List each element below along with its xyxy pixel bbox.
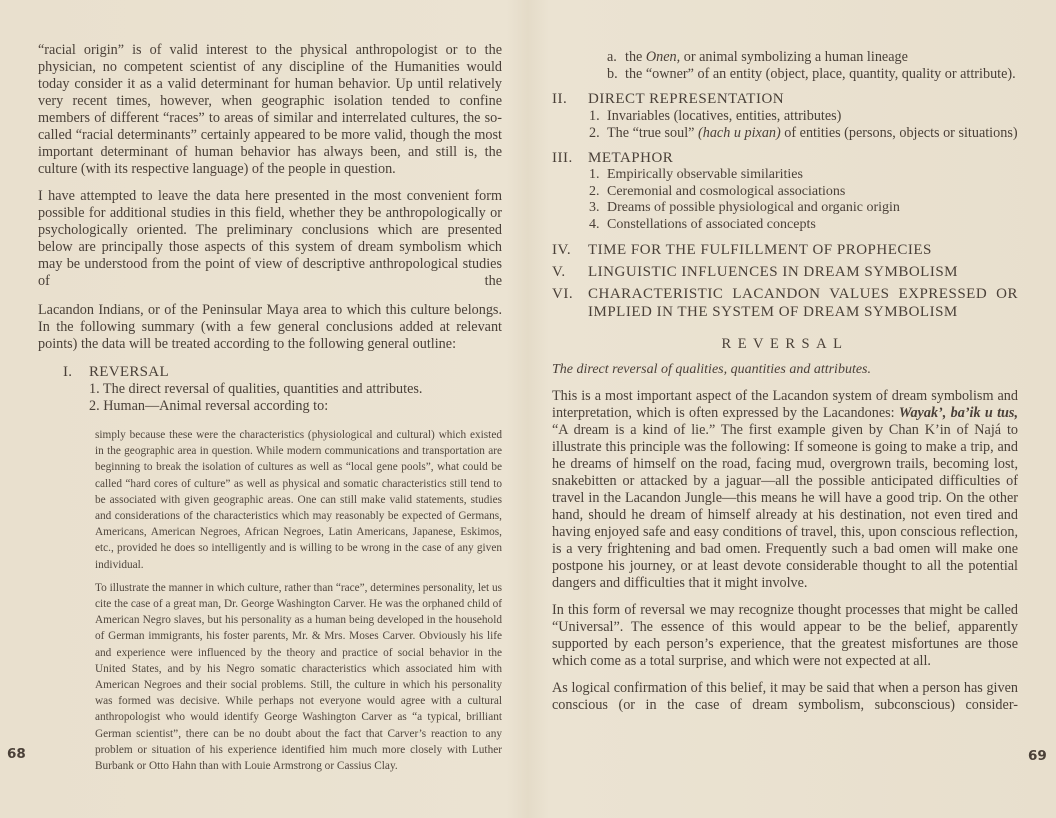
subitem-text: or animal symbolizing a human lineage [680,49,908,65]
subitem-label: b. [607,66,618,82]
subitem-b [607,66,1018,83]
outline-title: TIME FOR THE FULFILLMENT OF PROPHECIES [588,241,932,258]
outline-numeral: II. [552,91,568,107]
outline-item [589,200,1018,217]
page-number-right: 69 [1028,748,1047,764]
item-label: 3. [589,200,600,216]
footnote-geographic: simply because these were the characteristics (physiological and cultural) which existed in the geographic area in question. While modern communications and transportation are beginning to break the isolation of cultures as well as “local gene pools”, what could be called “hard cores of culture” as well as physical and somatic characteristics still tend to be associated with given geographic areas. One can still make valid statements, studies and considerations of the characteristics which may reasonably be expected of Germans, Americans, American Negroes, African Negroes, Latin Americans, Japanese, Eskimos, etc., provided he does so intelligently and is willing to be wrong in the case of any given individual. [95,429,502,571]
paragraph-lacandon-indians: Lacandon Indians, or of the Peninsular Maya area to which this culture belongs. In the following summary (with a few general conclusions added at relevant points) the data will be treated according to the following general outline: [38,302,502,352]
subitem-text: the [625,49,646,65]
subitem-a [607,49,1018,66]
outline-heading-linguistic [552,263,1018,281]
subitem-term-onen: Onen, [645,49,681,65]
outline-numeral: VI. [552,285,574,302]
outline-I-subitems [552,49,1018,83]
outline-I-items [38,381,502,415]
item-label: 4. [589,217,600,233]
outline-item [589,125,1018,142]
outline-numeral: IV. [552,241,572,258]
outline-numeral: III. [552,150,573,166]
item-text: The “true soul” [607,125,698,141]
paragraph-text: “A dream is a kind of lie.” The first example given by Chan K’in of Najá to illustrate this principle was the following: If someone is going to make a trip, and he dreams of himself on the road, facing mud, overgrown trails, becoming lost, snakebitten or attacked by a jaguar—all the possible anticipated difficulties of travel in the Lacandon Jungle—this means he will have a good trip. On the other hand, should he dream of himself already at his destination, not even tired and having enjoyed safe and easy conditions of travel, this, upon conscious reflection, is a very frightening and bad omen. Frequently such a bad omen will make one postpone his journey, or at least devote considerable thought to all the potential dangers and difficulties that it might involve. [552,421,1018,591]
paragraph-logical-confirmation: As logical confirmation of this belief, it may be said that when a person has given conscious (or in the case of dream symbolism, subconscious) consider- [552,679,1018,713]
item-text: Dreams of possible physiological and organic origin [607,200,900,216]
paragraph-racial-origin: “racial origin” is of valid interest to the physical anthropologist or to the physician, no competent scientist of any discipline of the Humanities would today consider it as a valid determinant for human behavior. Up until relatively very recent times, however, when geographic isolation tended to confine members of different “races” to areas of similar and interrelated cultures, the so-called “racial determinants” certainly appeared to be more valid, though the most important determinant of human behavior has always been, and still is, the culture (with its respective language) of the people in question. [38,42,502,177]
outline-heading-reversal [38,363,502,381]
outline-heading-prophecies [552,241,1018,259]
outline-II-items [552,108,1018,142]
outline-title: METAPHOR [588,150,674,166]
item-label: 2. [589,125,600,141]
outline-item: 1. The direct reversal of qualities, quantities and attributes. [89,381,423,397]
outline-item: 2. Human—Animal reversal according to: [89,398,329,414]
left-page-column [38,42,502,774]
outline-heading-direct-representation [552,90,1018,108]
page-number-left: 68 [7,746,26,762]
outline-numeral: I. [63,364,73,380]
item-term-hach-u-pixan: (hach u pixan) [698,125,781,141]
paragraph-data-presented: I have attempted to leave the data here presented in the most convenient form possible for additional studies in this field, whether they be anthropologically or psychologically oriented. The preliminary conclusions which are presented below are principally those aspects of this system of dream symbolism which may be understood from the point of view of descriptive anthropological studies of the [38,188,502,289]
outline-III-items [552,167,1018,234]
item-label: 2. [589,183,600,199]
outline-item [589,108,1018,125]
section-subheading: The direct reversal of qualities, quantities and attributes. [552,361,871,377]
footnote-carver: To illustrate the manner in which culture, rather than “race”, determines personality, let us cite the case of a great man, Dr. George Washington Carver. He was the orphaned child of American Negro slaves, but his personality as a human being developed in the household of German immigrants, his foster parents, Mr. & Mrs. Moses Carver. Obviously his life and experience were influenced by the theory and practice of social behavior in the United States, and by his Negro somatic characteristics which associated him with American Negroes and their social problems. Still, the culture in which his personality was formed was decisive. While perhaps not everyone would agree with a cultural anthropologist who would identify George Washington Carver as “a typical, brilliant German scientist”, there can be no doubt about the fact that Carver’s reaction to any problem or situation of his experience identified him much more closely with Luther Burbank or Otto Hahn than with Louie Armstrong or Cassius Clay. [95,581,502,773]
outline-title: LINGUISTIC INFLUENCES IN DREAM SYMBOLISM [588,263,959,280]
outline-numeral: V. [552,263,566,280]
section-heading-reversal: REVERSAL [721,335,849,352]
right-page-column [552,49,1018,714]
subitem-text: the “owner” of an entity (object, place, quantity, quality or attribute). [625,66,1016,82]
paragraph-text: This is a most important aspect of the Lacandon system of dream symbolism and interpretation, which is often expressed by the Lacandones: [552,387,1018,421]
maya-phrase: Wayak’, ba’ik u tus, [898,404,1018,421]
item-label: 1. [589,108,600,124]
item-text: of entities (persons, objects or situations) [780,125,1018,141]
item-text: Constellations of associated concepts [607,217,816,233]
paragraph-dream-lie [552,388,1018,592]
item-text: Empirically observable similarities [607,167,803,182]
paragraph-universal: In this form of reversal we may recognize thought processes that might be called “Universal”. The essence of this would appear to be the belief, apparently supported by each person’s experience, that the greatest misfortunes are those which come as a total surprise, and which were not expected at all. [552,601,1018,669]
outline-item [589,167,1018,184]
outline-title: REVERSAL [89,364,169,380]
subitem-label: a. [607,49,617,65]
outline-heading-values [552,285,1018,321]
item-text: Invariables (locatives, entities, attributes) [607,108,842,124]
outline-heading-metaphor [552,149,1018,167]
item-label: 1. [589,167,600,182]
outline-item [589,184,1018,201]
item-text: Ceremonial and cosmological associations [607,183,846,199]
outline-title: CHARACTERISTIC LACANDON VALUES EXPRESSED OR IMPLIED IN THE SYSTEM OF DREAM SYMBOLISM [588,285,1018,320]
outline-title: DIRECT REPRESENTATION [588,91,785,107]
outline-item [589,217,1018,234]
